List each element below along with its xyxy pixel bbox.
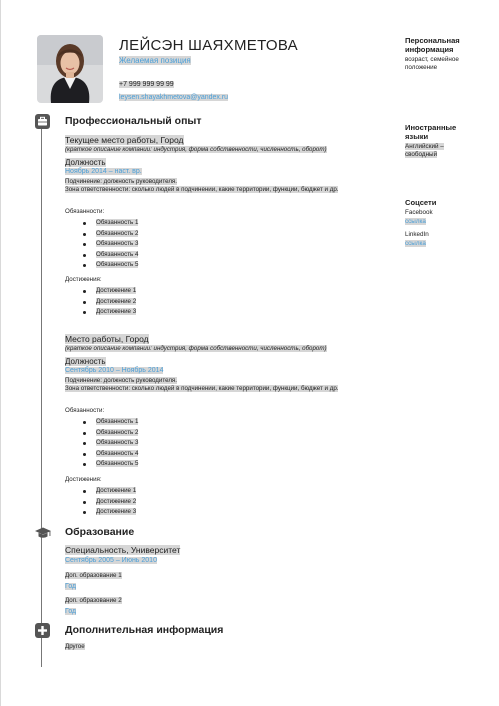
list-item: Достижение 2 — [96, 497, 136, 508]
job-description: (краткое описание компании: индустрия, форма собственности, численность, оборот) — [65, 345, 327, 352]
personal-info-text: возраст, семейное положение — [405, 55, 459, 72]
list-item: Достижение 3 — [96, 307, 136, 318]
list-item: Обязанность 3 — [96, 438, 138, 449]
duties-list — [96, 218, 138, 271]
education-extra2: Доп. образование 2 — [65, 596, 122, 604]
desired-position-text: Желаемая позиция — [119, 56, 191, 65]
phone-text: +7 999 999 99 99 — [119, 81, 174, 88]
list-item: Обязанность 3 — [96, 239, 138, 250]
sidebar-personal — [405, 36, 473, 73]
achievements-list — [96, 486, 136, 518]
job-block — [65, 334, 385, 393]
list-item: Обязанность 2 — [96, 229, 138, 240]
list-item: Обязанность 5 — [96, 260, 138, 271]
plus-icon — [35, 623, 50, 638]
job-role: Должность — [65, 356, 106, 366]
education-period: Сентябрь 2005 – Июнь 2010 — [65, 557, 157, 564]
desired-position — [119, 56, 191, 65]
list-item: Обязанность 4 — [96, 250, 138, 261]
job-responsibility: Зона ответственности: сколько людей в подчинении, какие территории, функции, бюджет и др. — [65, 185, 339, 193]
phone-number — [119, 81, 174, 88]
list-item: Достижение 2 — [96, 297, 136, 308]
additional-section-title: Дополнительная информация — [65, 624, 224, 636]
achievements-list — [96, 286, 136, 318]
sidebar-social — [405, 198, 471, 248]
facebook-label: Facebook — [405, 209, 433, 217]
duties-label: Обязанности: — [65, 407, 105, 414]
achievements-label: Достижения: — [65, 276, 102, 283]
job-place: Место работы, Город — [65, 334, 149, 344]
briefcase-icon — [35, 114, 50, 129]
linkedin-label: LinkedIn — [405, 231, 429, 239]
list-item: Обязанность 5 — [96, 459, 138, 470]
sidebar-languages — [405, 123, 471, 160]
list-item: Обязанность 2 — [96, 428, 138, 439]
timeline-line — [41, 121, 42, 667]
job-period: Сентябрь 2010 – Ноябрь 2014 — [65, 366, 164, 374]
job-role: Должность — [65, 157, 106, 167]
list-item: Обязанность 1 — [96, 218, 138, 229]
list-item: Обязанность 4 — [96, 449, 138, 460]
duties-label: Обязанности: — [65, 208, 105, 215]
job-subordination: Подчинение: должность руководителя. — [65, 376, 177, 384]
profile-photo — [37, 35, 103, 103]
linkedin-link[interactable]: ссылка — [405, 239, 426, 247]
languages-title: Иностранные языки — [405, 123, 457, 142]
experience-section-title: Профессиональный опыт — [65, 115, 202, 127]
list-item: Обязанность 1 — [96, 417, 138, 428]
facebook-link[interactable]: ссылка — [405, 217, 426, 225]
achievements-label: Достижения: — [65, 476, 102, 483]
list-item: Достижение 1 — [96, 286, 136, 297]
education-extra2-year: Год — [65, 607, 77, 615]
job-subordination: Подчинение: должность руководителя. — [65, 177, 177, 185]
email-address[interactable] — [119, 94, 228, 101]
job-responsibility: Зона ответственности: сколько людей в подчинении, какие территории, функции, бюджет и др. — [65, 384, 339, 392]
job-period: Ноябрь 2014 – наст. вр. — [65, 167, 142, 175]
education-main: Специальность, Университет — [65, 545, 181, 555]
list-item: Достижение 1 — [96, 486, 136, 497]
candidate-name: ЛЕЙСЭН ШАЯХМЕТОВА — [119, 37, 298, 54]
education-extra1-year: Год — [65, 582, 77, 590]
languages-text: Английский – свободный — [405, 142, 444, 159]
list-item: Достижение 3 — [96, 507, 136, 518]
email-text[interactable]: leysen.shayakhmetova@yandex.ru — [119, 94, 229, 101]
job-block — [65, 135, 385, 194]
education-block — [65, 545, 180, 617]
job-description: (краткое описание компании: индустрия, форма собственности, численность, оборот) — [65, 146, 327, 153]
personal-info-title: Персональная информация — [405, 36, 460, 55]
education-section-title: Образование — [65, 526, 135, 538]
additional-text: Другое — [65, 643, 85, 650]
graduation-cap-icon — [34, 525, 52, 541]
job-place: Текущее место работы, Город — [65, 135, 184, 145]
duties-list — [96, 417, 138, 470]
social-title: Соцсети — [405, 198, 437, 207]
education-extra1: Доп. образование 1 — [65, 571, 122, 579]
